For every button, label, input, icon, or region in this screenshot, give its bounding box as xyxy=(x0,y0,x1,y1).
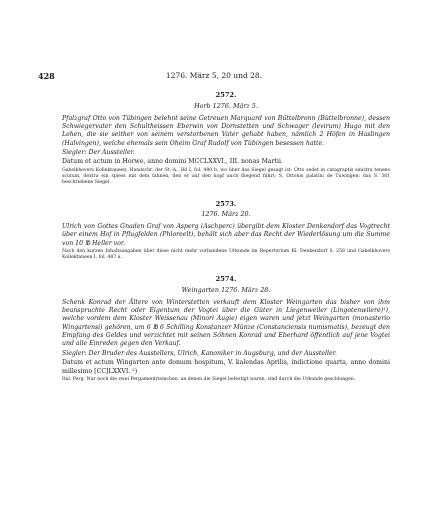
charter-regest: Ulrich von Gottes Gnaden Graf von Asperg (Aschperc) übergibt dem Kloster Denkendorf das Vogtrecht über einem Hof in Pflugfelden (Phloreelt), behält sich aber das Recht der Wiederlösung um die Summe von 10 ℔ Heller vor. xyxy=(62,223,390,247)
charter-siegler: Siegler: Der Aussteller. xyxy=(62,148,135,156)
charter-2572 xyxy=(62,91,390,186)
charter-datum: Datum et actum Wingarten ante domum hospitum, V. kalendas Aprilis, indictione quarta, anno domini millesimo [CC]LXXVI. ²) xyxy=(62,359,390,375)
charter-number: 2572. xyxy=(215,91,237,99)
running-head: 1276. März 5, 20 und 28. xyxy=(165,71,263,80)
charter-2574 xyxy=(62,275,390,383)
page-number: 428 xyxy=(38,71,55,81)
charter-regest: Pfalzgraf Otto von Tübingen belehnt seine Getreuen Marquard von Büttelbronn (Büttelbronne), dessen Schwiegervater den Schultheissen Eberwin von Dornstetten und Schwager (levirum) Hugo mit den Lehen, die sie seither von seinem verstorbenen Vater gehabt haben, nämlich 2 Höfen in Haslingen (Halvingen), welche ehemals sein Oheim Graf Rudolf von Tübingen besessen hatte. xyxy=(62,114,390,147)
charter-dateline: Horb 1276. März 5. xyxy=(194,101,258,110)
document-body xyxy=(62,85,390,383)
charter-number: 2574. xyxy=(215,275,237,284)
charter-note: Nach den kurzen Inhaltsangaben über diese nicht mehr vorhandene Urkunde im Repertorium Kl. Denkendorf S. 258 und Gabelkhovers Kollektaneen I, fol. 487 a. xyxy=(62,249,390,261)
charter-regest: Schenk Konrad der Ältere von Winterstetten verkauft dem Kloster Weingarten das bisher von ihm beanspruchte Recht oder Eigentum der Vogtei über die Güter in Liegenweiler (Lingotenwilere)¹), welche vordem dem Kloster Weissenau (Minori Augie) eigen waren und jetzt Weingarten (monasterio Wingartensi) gehören, um 6 ℔ 6 Schilling Konstanzer Münze (Constanciensis numismatis), bezeugt den Empfang des Geldes und verzichtet mit seinen Söhnen Konrad und Eberhard öffentlich auf jene Vogtei und alle Einreden gegen den Verkauf. xyxy=(62,298,390,348)
page-header xyxy=(38,71,390,83)
charter-siegler: Siegler: Der Bruder des Ausstellers, Ulrich, Kanoniker in Augsburg, und der Aussteller. xyxy=(62,349,337,357)
charter-dateline: 1276. März 20. xyxy=(201,210,251,219)
charter-note: Ital. Perg. Nur noch die zwei Pergamentriemchen, an denen die Siegel befestigt waren, sind durch die Urkunde geschlungen. xyxy=(62,376,356,382)
charter-2573 xyxy=(62,200,390,262)
charter-datum: Datum et actum in Horwe, anno domini MCCLXXVI., III. nonas Martii. xyxy=(62,158,283,166)
charter-dateline: Weingarten 1276. März 28. xyxy=(181,286,271,295)
charter-number: 2573. xyxy=(215,199,237,208)
charter-note: Gabelkhovers Kollektaneen, Handschr. der St.-A., Bd I, fol. 480 b, wo über das Siegel gesagt ist: Otto sedet in catagraptis sinistra tenens scutum, dextra ein spiess mit dem fahnen, den er auf den kopf auch fliegend führt; S. Ottonis palatini de Tuwingen: das S. 381 beschriebene Siegel. xyxy=(62,167,390,185)
